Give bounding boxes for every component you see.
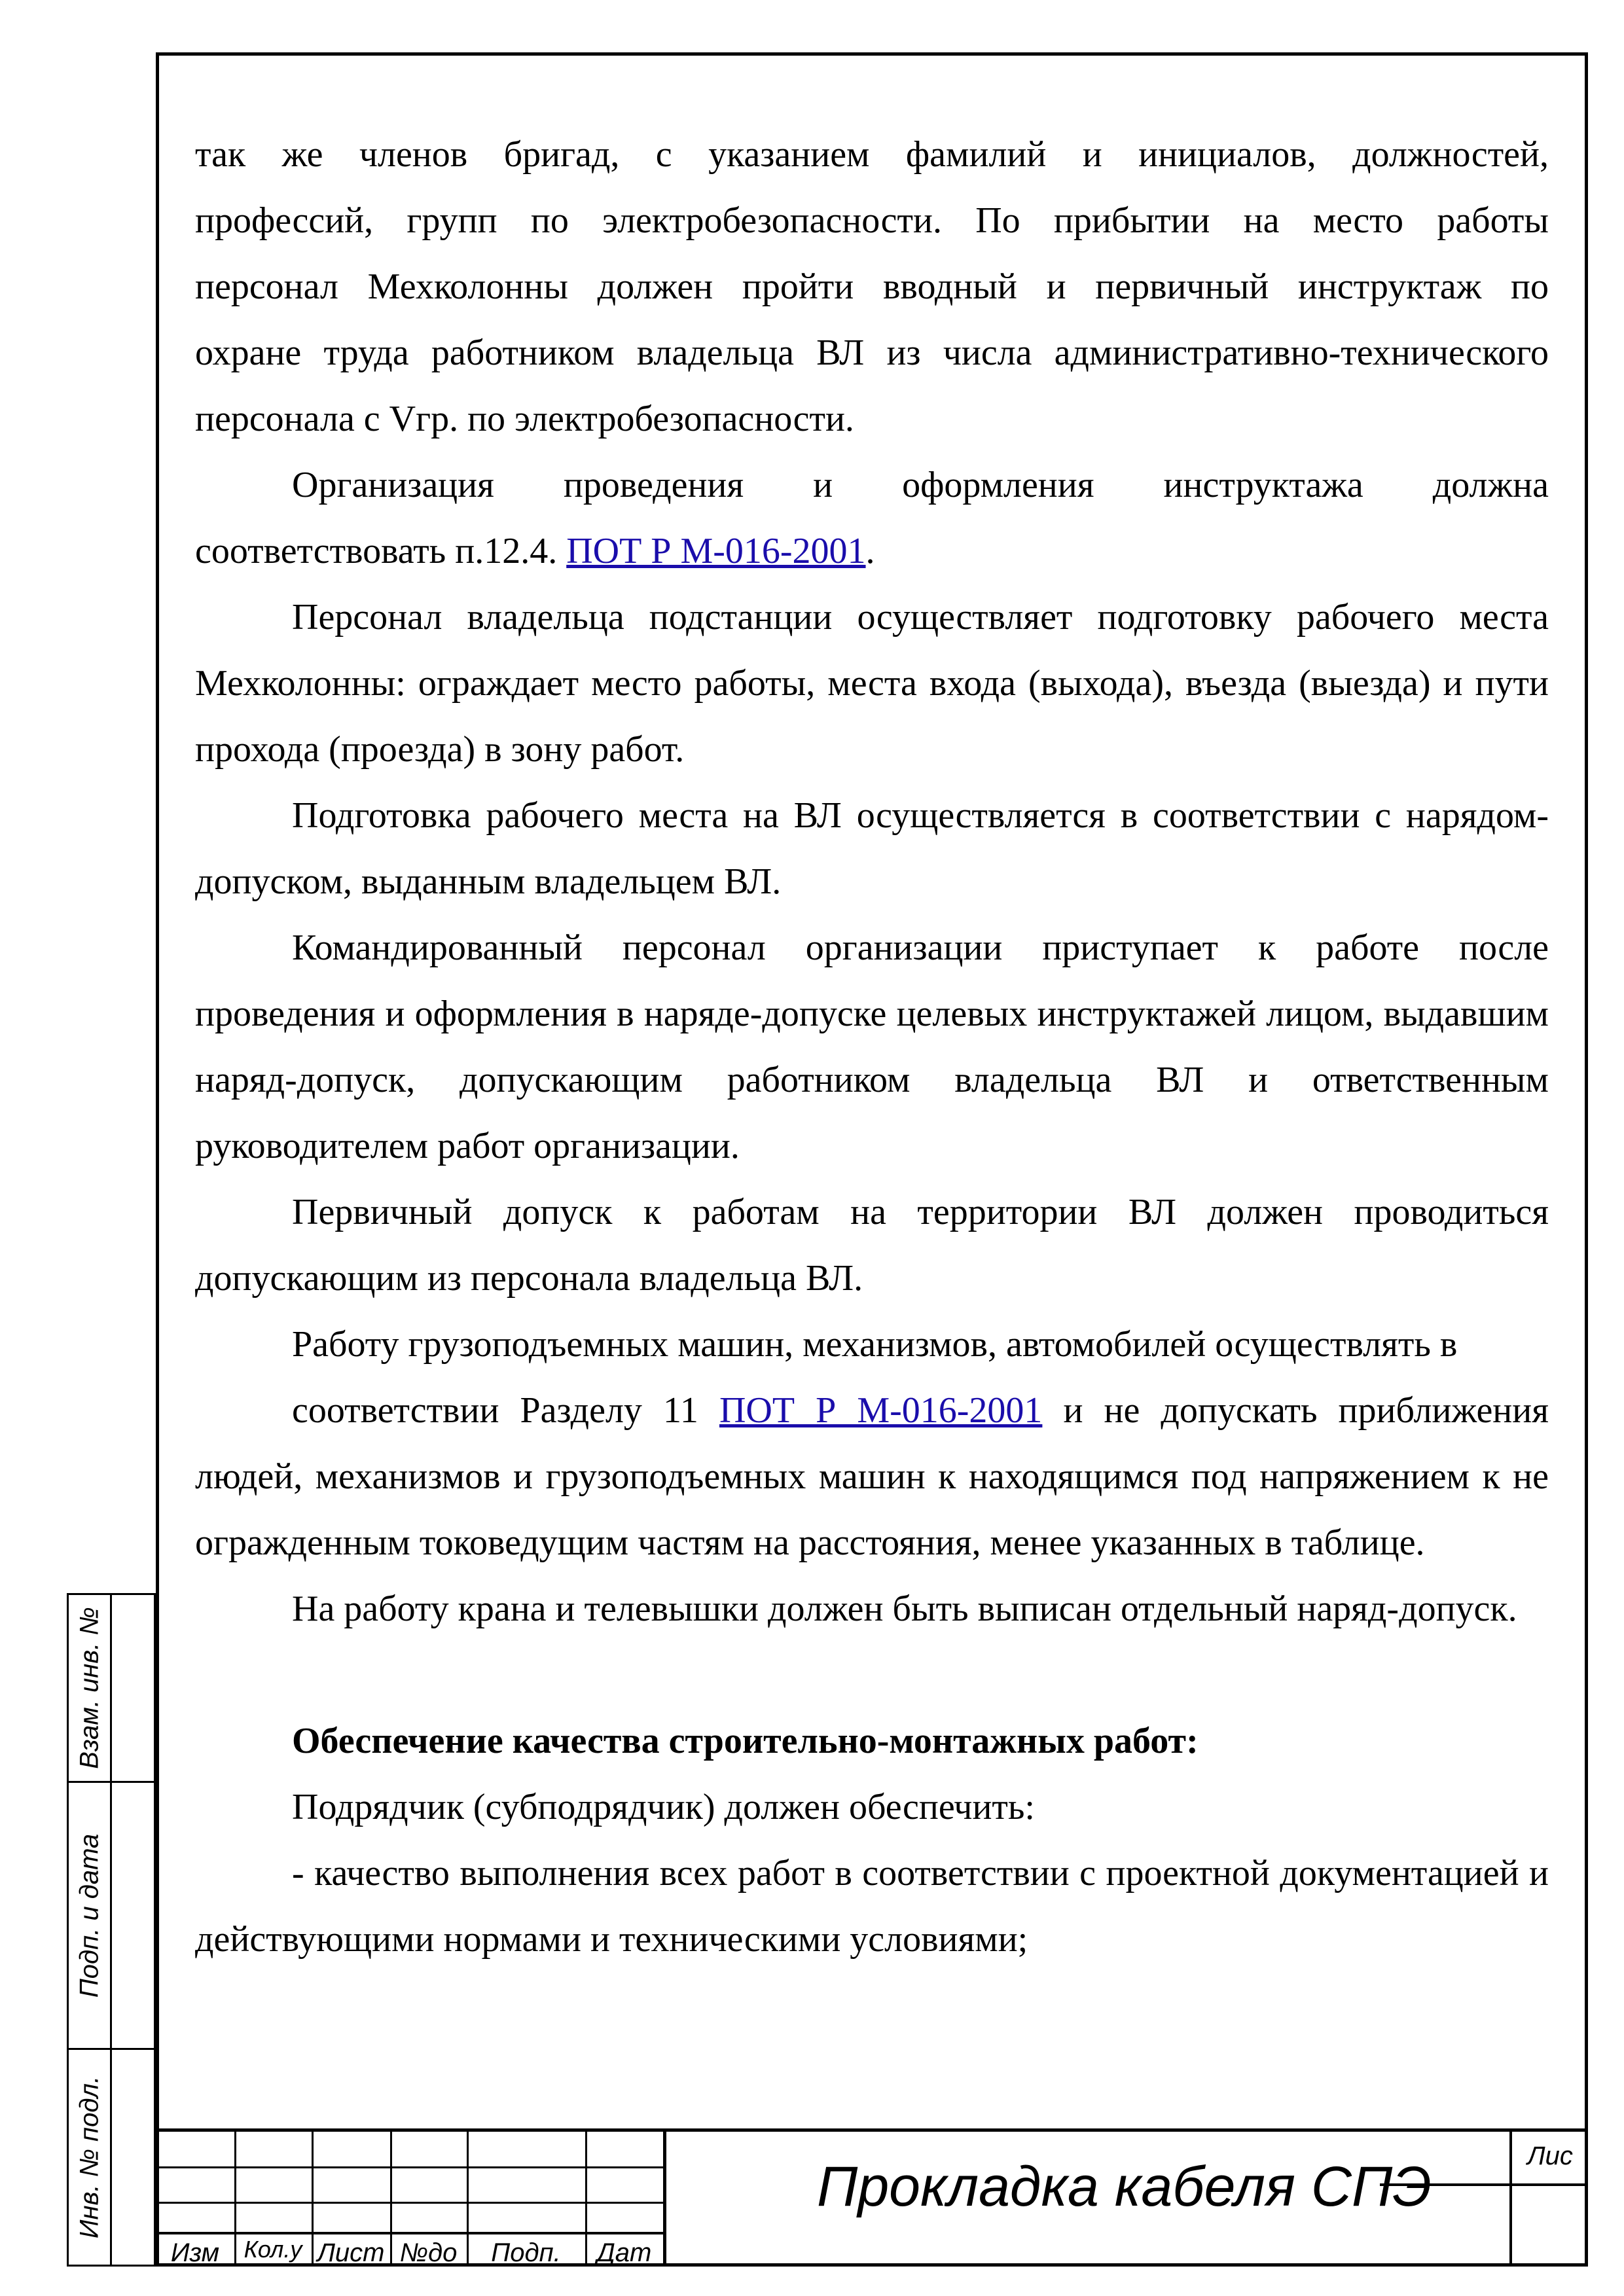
paragraph-5: Командированный персонал организации приступает к работе после проведения и оформления в наряде-допуске целевых инструктажей лицом, выдавшим наряд-допуск, допускающим работником владельца ВЛ и ответственным руководителем работ организации. bbox=[195, 927, 1549, 1166]
col-data: Дат bbox=[596, 2238, 652, 2267]
side-label-podp: Подп. и дата bbox=[75, 1833, 103, 1998]
col-izm: Изм bbox=[170, 2238, 220, 2267]
side-stamp-podp bbox=[67, 1781, 156, 2050]
document-title: Прокладка кабеля СПЭ bbox=[817, 2155, 1432, 2218]
side-label-vzam: Взам. инв. № bbox=[75, 1607, 103, 1769]
col-list: Лист bbox=[317, 2238, 385, 2267]
paragraph-8: соответствии Разделу 11 ПОТ Р М-016-2001 и не допускать приближения людей, механизмов и грузоподъемных машин к находящимся под напряжением к не огражденным токоведущим частям на расстояния, менее указанных в таблице. bbox=[195, 1390, 1549, 1563]
paragraph-4: Подготовка рабочего места на ВЛ осуществляется в соответствии с нарядом-допуском, выданным владельцем ВЛ. bbox=[195, 795, 1549, 902]
section-heading: Обеспечение качества строительно-монтажных работ: bbox=[292, 1721, 1199, 1761]
paragraph-10: Подрядчик (субподрядчик) должен обеспечить: bbox=[292, 1787, 1035, 1827]
title-block bbox=[156, 2128, 1588, 2267]
paragraph-7: Работу грузоподъемных машин, механизмов, автомобилей осуществлять в bbox=[292, 1324, 1458, 1365]
paragraph-9: На работу крана и телевышки должен быть выписан отдельный наряд-допуск. bbox=[292, 1588, 1517, 1629]
paragraph-6: Первичный допуск к работам на территории ВЛ должен проводиться допускающим из персонала владельца ВЛ. bbox=[195, 1192, 1549, 1299]
col-ndok: №до bbox=[399, 2238, 458, 2267]
paragraph-11: - качество выполнения всех работ в соответствии с проектной документацией и действующими нормами и техническими условиями; bbox=[195, 1853, 1549, 1960]
side-stamp-vzam bbox=[67, 1593, 156, 1783]
spacer bbox=[195, 1642, 1549, 1708]
side-stamp-inv bbox=[67, 2048, 156, 2267]
sheet-label: Лис bbox=[1527, 2142, 1573, 2170]
col-podp: Подп. bbox=[491, 2238, 561, 2267]
regulation-link[interactable]: ПОТ Р М-016-2001 bbox=[566, 531, 866, 571]
document-body bbox=[195, 122, 1549, 1973]
col-kolu: Кол.у bbox=[244, 2236, 302, 2263]
paragraph-3: Персонал владельца подстанции осуществляет подготовку рабочего места Мехколонны: ограждает место работы, места входа (выхода), въезда (выезда) и пути прохода (проезда) в зону работ. bbox=[195, 597, 1549, 770]
side-label-inv: Инв. № подл. bbox=[75, 2075, 103, 2239]
regulation-link-2[interactable]: ПОТ Р М-016-2001 bbox=[719, 1390, 1043, 1431]
paragraph-1: так же членов бригад, с указанием фамилий и инициалов, должностей, профессий, групп по электробезопасности. По прибытии на место работы персонал Мехколонны должен пройти вводный и первичный инструктаж по охране труда работником владельца ВЛ из числа административно-технического персонала с Vгр. по электробезопасности. bbox=[195, 134, 1549, 439]
paragraph-2: Организация проведения и оформления инструктажа должна соответствовать п.12.4. ПОТ Р М-016-2001. bbox=[195, 465, 1549, 571]
